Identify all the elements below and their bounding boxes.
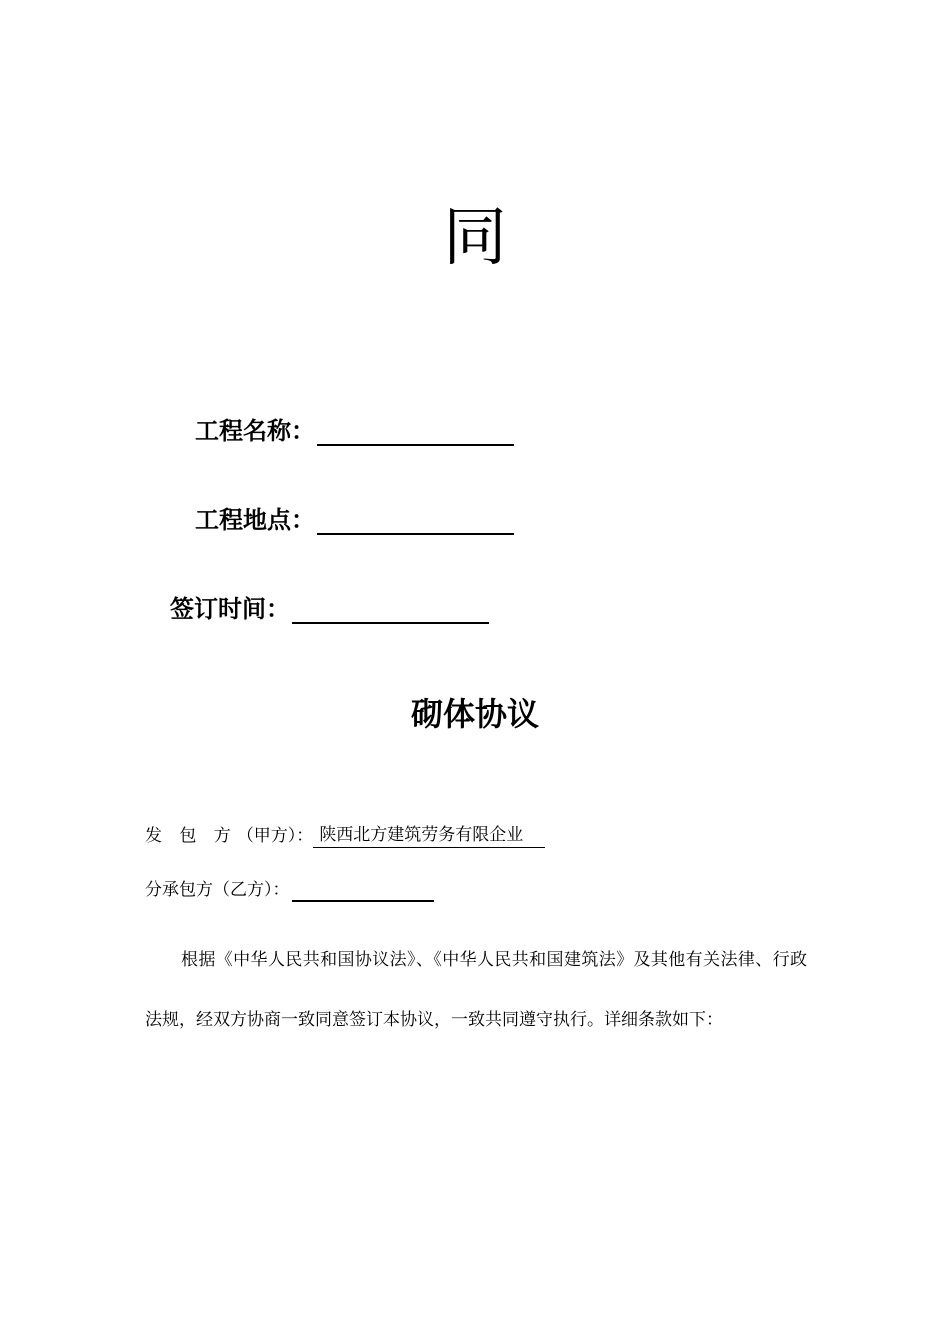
signing-date-field <box>170 594 489 624</box>
party-a-value: 陕西北方建筑劳务有限企业 <box>313 823 545 848</box>
project-location-label: 工程地点： <box>195 506 315 534</box>
party-a-line <box>145 823 545 848</box>
project-name-blank <box>317 418 514 446</box>
project-location-blank <box>317 507 514 535</box>
project-name-field <box>195 416 514 446</box>
agreement-title: 砌体协议 <box>410 695 539 733</box>
party-b-label: 分承包方（乙方）： <box>145 880 290 900</box>
party-b-blank <box>292 880 434 902</box>
project-name-label: 工程名称： <box>195 417 315 445</box>
project-location-field <box>195 505 514 535</box>
signing-date-blank <box>292 596 489 624</box>
intro-paragraph: 根据《中华人民共和国协议法》、《中华人民共和国建筑法》及其他有关法律、行政法规，经双方协商一致同意签订本协议，一致共同遵守执行。详细条款如下： <box>145 950 807 1030</box>
cover-title: 同 <box>443 201 507 275</box>
party-a-label-role: （甲方）： <box>236 826 314 846</box>
party-b-line <box>145 878 434 902</box>
signing-date-label: 签订时间： <box>170 595 290 623</box>
party-a-label-main: 发 包 方 <box>145 826 237 846</box>
party-a-label <box>145 824 313 848</box>
